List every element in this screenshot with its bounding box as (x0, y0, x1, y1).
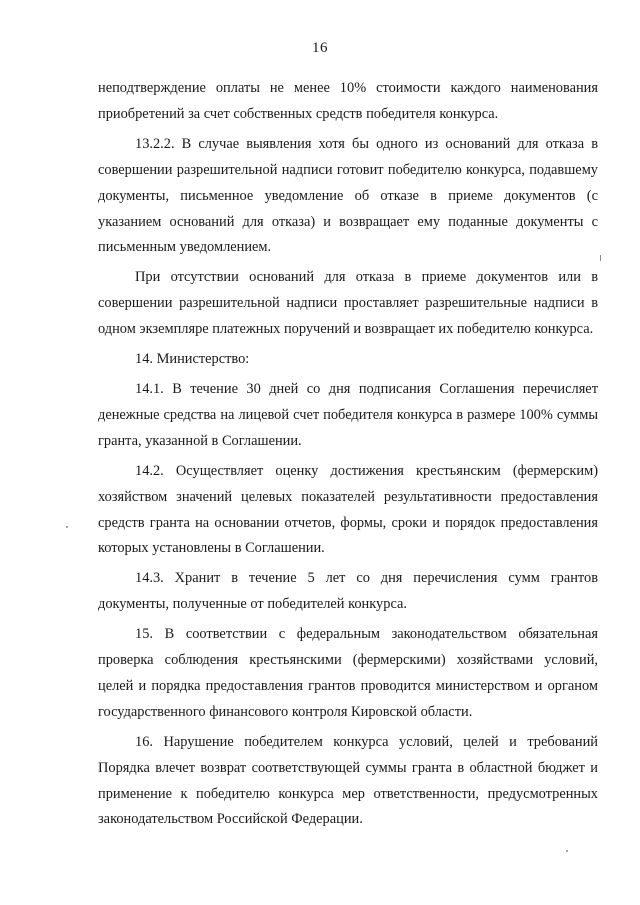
paragraph-14: 14. Министерство: (135, 351, 250, 368)
paragraph-14-1: 14.1. В течение 30 дней со дня подписания Соглашения перечисляет денежные средства на лицевой счет победителя конкурса в размере 100% суммы гранта, указанной в Соглашении. (98, 380, 598, 449)
paragraph-no-grounds: При отсутствии оснований для отказа в приеме документов или в совершении разрешительной надписи проставляет разрешительные надписи в одном экземпляре платежных поручений и возвращает их победителю конкурса. (98, 269, 598, 338)
document-body (98, 76, 598, 837)
paragraph-13-2-2: 13.2.2. В случае выявления хотя бы одного из оснований для отказа в совершении разрешительной надписи готовит победителю конкурса, подавшему документы, письменное уведомление об отказе в приеме документов (с указанием оснований для отказа) и возвращает ему поданные документы с письменным уведомлением. (98, 135, 598, 256)
scan-speck (566, 850, 568, 852)
paragraph-14-3: 14.3. Хранит в течение 5 лет со дня перечисления сумм грантов документы, полученные от победителей конкурса. (98, 570, 598, 613)
paragraph-15: 15. В соответствии с федеральным законодательством обязательная проверка соблюдения крестьянскими (фермерскими) хозяйствами условий, целей и порядка предоставления грантов проводится министерством и органом государственного финансового контроля Кировской области. (98, 626, 598, 720)
scan-speck (600, 255, 601, 261)
page-number: 16 (312, 40, 328, 56)
paragraph-14-2: 14.2. Осуществляет оценку достижения крестьянским (фермерским) хозяйством значений целевых показателей результативности предоставления средств гранта на основании отчетов, формы, сроки и порядок предоставления которых установлены в Соглашении. (98, 462, 598, 557)
paragraph-16: 16. Нарушение победителем конкурса условий, целей и требований Порядка влечет возврат соответствующей суммы гранта в областной бюджет и применение к победителю конкурса мер ответственности, предусмотренных законодательством Российской Федерации. (98, 733, 598, 828)
paragraph-continuation: неподтверждение оплаты не менее 10% стоимости каждого наименования приобретений за счет собственных средств победителя конкурса. (98, 80, 598, 122)
scan-speck (66, 526, 68, 528)
